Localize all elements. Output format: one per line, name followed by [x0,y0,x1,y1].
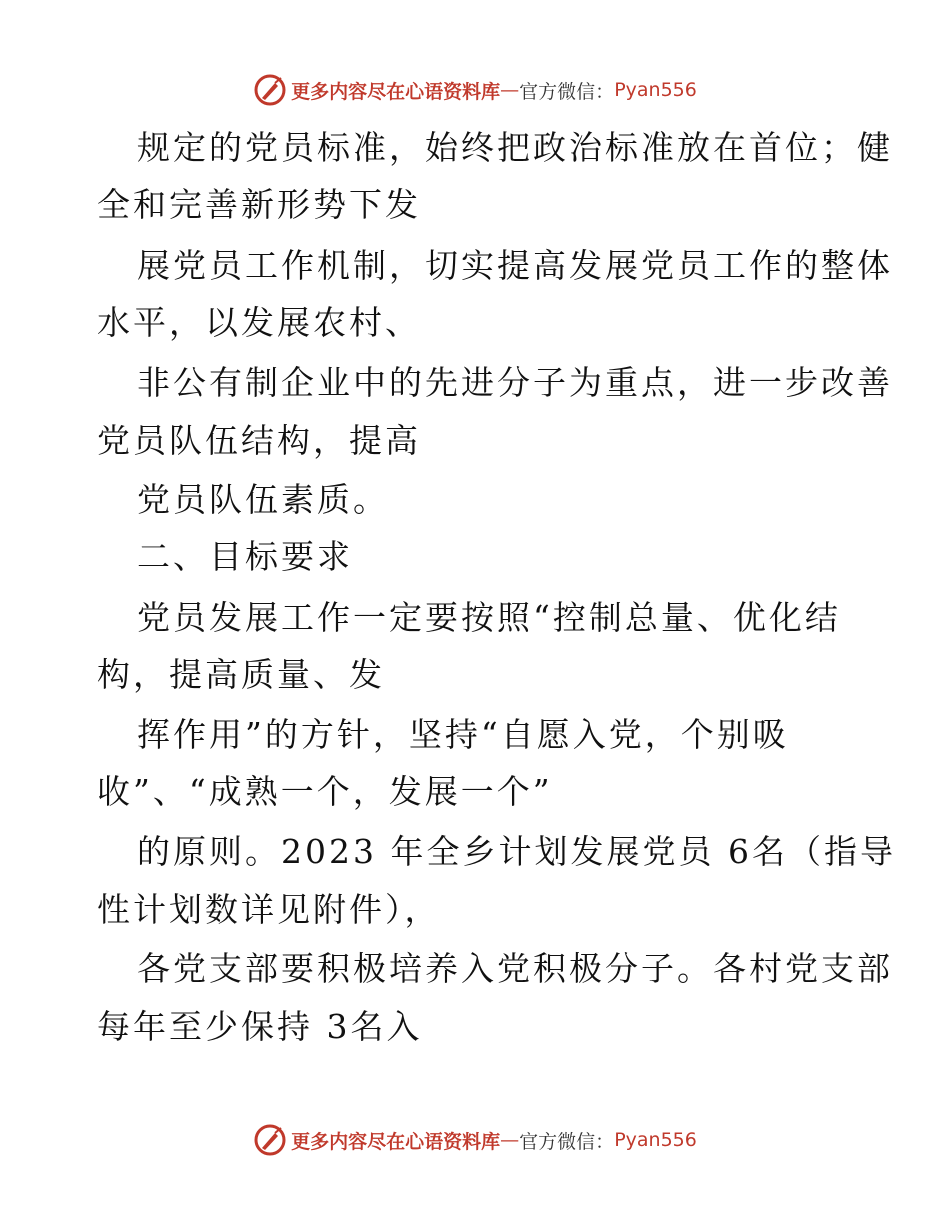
body-line-14: 性计划数详见附件）， [97,890,441,929]
body-line-1: 规定的党员标准，始终把政治标准放在首位；健 [137,128,893,167]
body-line-5: 非公有制企业中的先进分子为重点，进一步改善 [137,363,893,402]
watermark-official-label: 官方微信： [519,80,615,103]
body-line-2: 全和完善新形势下发 [97,185,421,224]
body-line-15: 各党支部要积极培养入党积极分子。各村党支部 [137,949,893,988]
watermark-wechat-id: Pyan556 [614,79,697,101]
body-line-7: 党员队伍素质。 [137,480,389,519]
body-line-13: 的原则。2023 年全乡计划发展党员 6名（指导 [137,832,896,871]
body-line-3: 展党员工作机制，切实提高发展党员工作的整体 [137,246,893,285]
watermark-main-text: 更多内容尽在心语资料库 [291,1130,501,1153]
body-line-11: 挥作用”的方针，坚持“自愿入党，个别吸 [137,715,789,754]
body-line-16: 每年至少保持 3名入 [97,1007,423,1046]
watermark-official-label: 官方微信： [519,1130,615,1153]
body-line-6: 党员队伍结构，提高 [97,421,421,460]
watermark-banner-top [0,70,950,110]
watermark-wechat-id: Pyan556 [614,1129,697,1151]
body-line-10: 构，提高质量、发 [97,655,385,694]
section-heading: 二、目标要求 [137,537,353,576]
watermark-main-text: 更多内容尽在心语资料库 [291,80,501,103]
body-line-4: 水平，以发展农村、 [97,303,421,342]
watermark-dash: — [500,79,520,101]
quill-pen-logo-icon [253,73,287,107]
watermark-banner-bottom [0,1120,950,1160]
body-line-9: 党员发展工作一定要按照“控制总量、优化结 [137,598,841,637]
body-line-12: 收”、“成熟一个，发展一个” [97,772,553,811]
quill-pen-logo-icon [253,1123,287,1157]
watermark-dash: — [500,1129,520,1151]
